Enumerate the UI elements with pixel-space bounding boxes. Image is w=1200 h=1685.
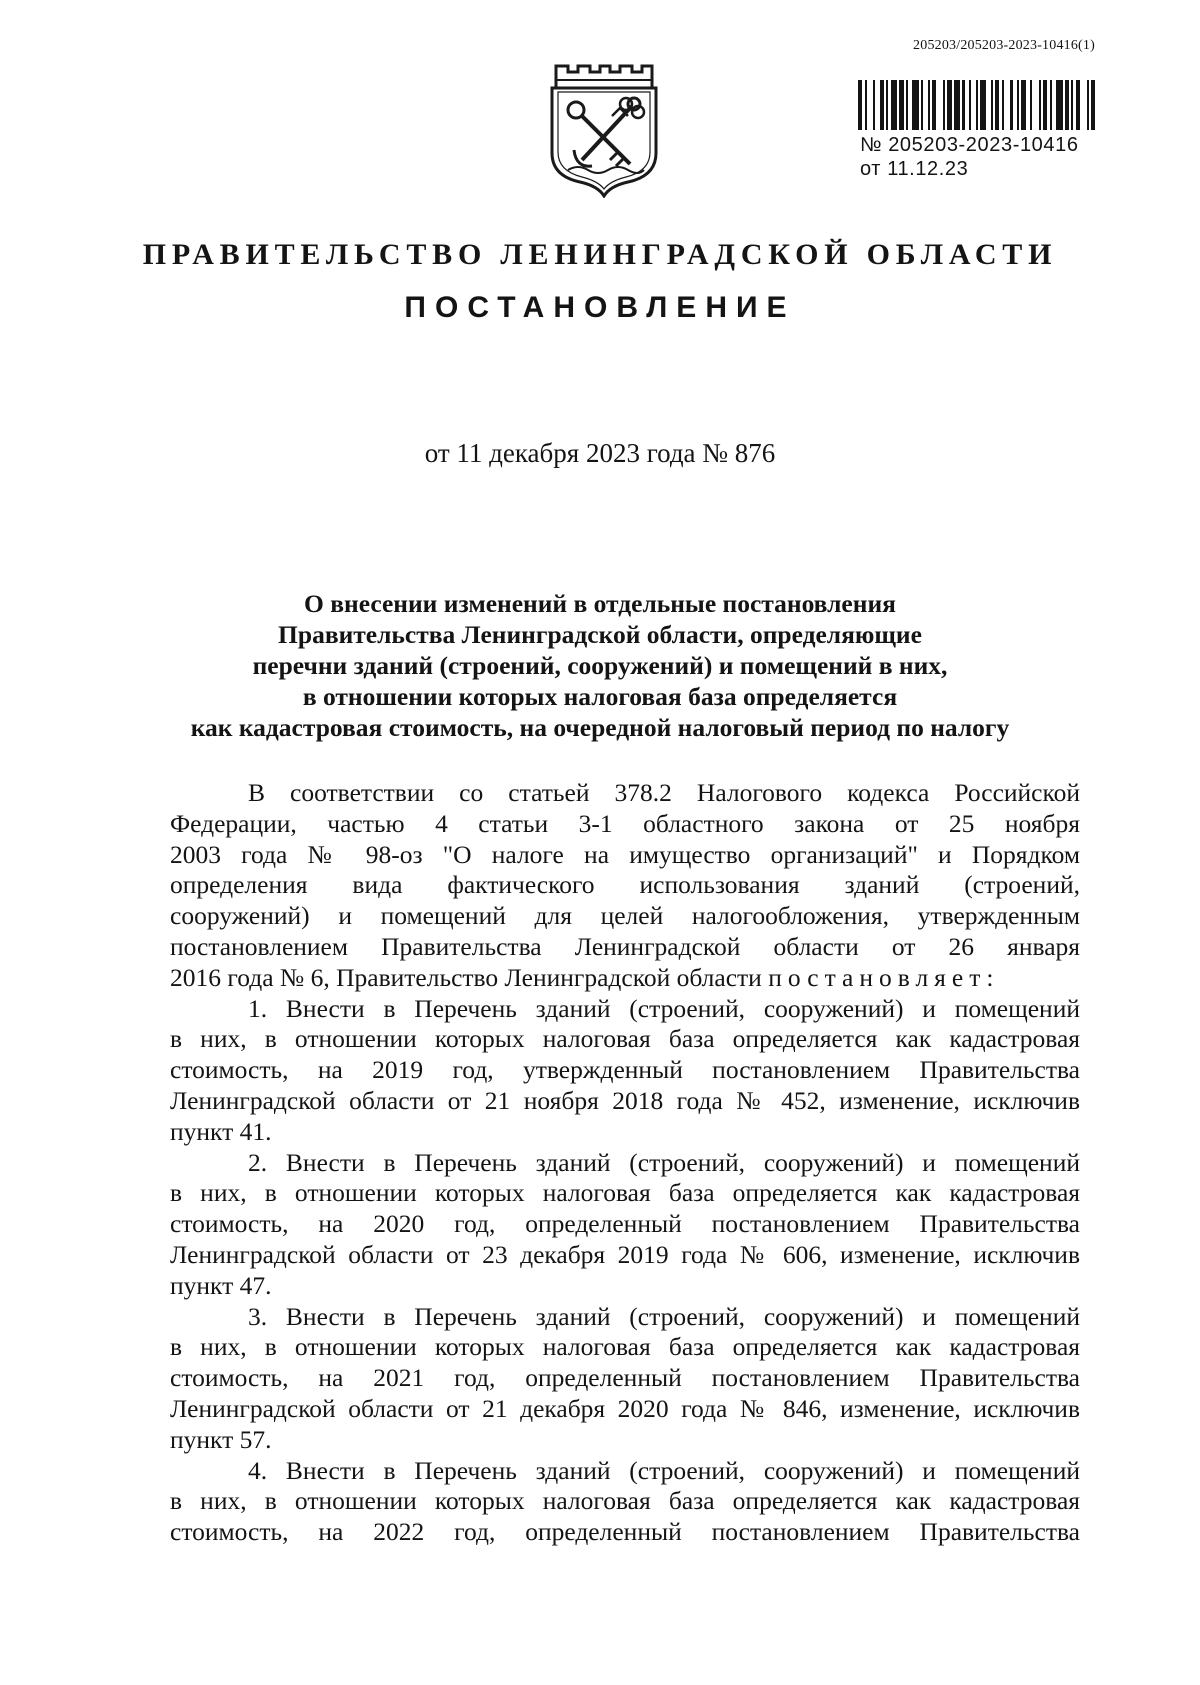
paragraph-line: 2. Внести в Перечень зданий (строений, сооружений) и помещений xyxy=(248,1147,1080,1177)
item-paragraph xyxy=(170,1302,1080,1456)
paragraph-line: 3. Внести в Перечень зданий (строений, сооружений) и помещений xyxy=(248,1301,1080,1331)
paragraph-line: в них, в отношении которых налоговая база определяется как кадастровая xyxy=(170,1024,1080,1054)
preamble-last-line: 2016 года № 6, Правительство Ленинградской области xyxy=(170,962,762,992)
paragraph-line: стоимость, на 2021 год, определенный постановлением Правительства xyxy=(170,1363,1080,1393)
paragraph-line: в них, в отношении которых налоговая база определяется как кадастровая xyxy=(170,1486,1080,1516)
paragraph-line: стоимость, на 2022 год, определенный постановлением Правительства xyxy=(170,1517,1080,1547)
barcode-icon xyxy=(858,80,1098,130)
organization-title: ПРАВИТЕЛЬСТВО ЛЕНИНГРАДСКОЙ ОБЛАСТИ xyxy=(142,238,1058,271)
document-type-heading: ПОСТАНОВЛЕНИЕ xyxy=(404,291,796,324)
registration-number: № 205203-2023-10416 xyxy=(860,134,1079,156)
document-code: 205203/205203-2023-10416(1) xyxy=(913,38,1095,53)
document-body xyxy=(170,778,1080,1548)
paragraph-line: Ленинградской области от 21 декабря 2020 года № 846, изменение, исключив xyxy=(170,1393,1080,1423)
paragraph-line xyxy=(170,963,1080,994)
item-paragraph xyxy=(170,994,1080,1148)
subject-line: О внесении изменений в отдельные постановления xyxy=(304,589,896,618)
paragraph-line: пункт 41. xyxy=(170,1116,272,1146)
document-subject xyxy=(150,588,1050,743)
paragraph-line: в них, в отношении которых налоговая база определяется как кадастровая xyxy=(170,1332,1080,1362)
leningrad-oblast-coat-of-arms-icon xyxy=(548,58,660,198)
document-date-number: от 11 декабря 2023 года № 876 xyxy=(424,438,776,468)
paragraph-line: в них, в отношении которых налоговая база определяется как кадастровая xyxy=(170,1178,1080,1208)
paragraph-line: В соответствии со статьей 378.2 Налогового кодекса Российской xyxy=(248,778,1080,807)
paragraph-line: Ленинградской области от 21 ноября 2018 года № 452, изменение, исключив xyxy=(170,1085,1080,1115)
registration-block xyxy=(860,133,1079,181)
paragraph-line: Федерации, частью 4 статьи 3-1 областного закона от 25 ноября xyxy=(170,808,1080,838)
paragraph-line: пункт 57. xyxy=(170,1424,272,1454)
item-paragraph xyxy=(170,1148,1080,1302)
paragraph-line: 4. Внести в Перечень зданий (строений, сооружений) и помещений xyxy=(248,1455,1080,1485)
subject-line: перечни зданий (строений, сооружений) и помещений в них, xyxy=(252,651,948,680)
paragraph-line: стоимость, на 2019 год, утвержденный постановлением Правительства xyxy=(170,1055,1080,1085)
preamble-paragraph xyxy=(170,778,1080,994)
paragraph-line: определения вида фактического использования зданий (строений, xyxy=(170,870,1080,900)
paragraph-line: сооружений) и помещений для целей налогообложения, утвержденным xyxy=(170,901,1080,931)
paragraph-line: Ленинградской области от 23 декабря 2019 года № 606, изменение, исключив xyxy=(170,1239,1080,1269)
item-paragraph xyxy=(170,1456,1080,1548)
subject-line: Правительства Ленинградской области, определяющие xyxy=(278,620,922,649)
subject-line: как кадастровая стоимость, на очередной налоговый период по налогу xyxy=(190,713,1010,742)
paragraph-line: 1. Внести в Перечень зданий (строений, сооружений) и помещений xyxy=(248,993,1080,1023)
paragraph-line: стоимость, на 2020 год, определенный постановлением Правительства xyxy=(170,1209,1080,1239)
subject-line: в отношении которых налоговая база определяется xyxy=(302,682,898,711)
paragraph-line: постановлением Правительства Ленинградской области от 26 января xyxy=(170,931,1080,961)
resolves-word: постановляет: xyxy=(768,962,1000,992)
barcode-stripe xyxy=(1095,80,1097,130)
paragraph-line: 2003 года № 98-оз "О налоге на имущество организаций" и Порядком xyxy=(170,839,1080,869)
paragraph-line: пункт 47. xyxy=(170,1270,272,1300)
registration-date: от 11.12.23 xyxy=(860,158,969,180)
